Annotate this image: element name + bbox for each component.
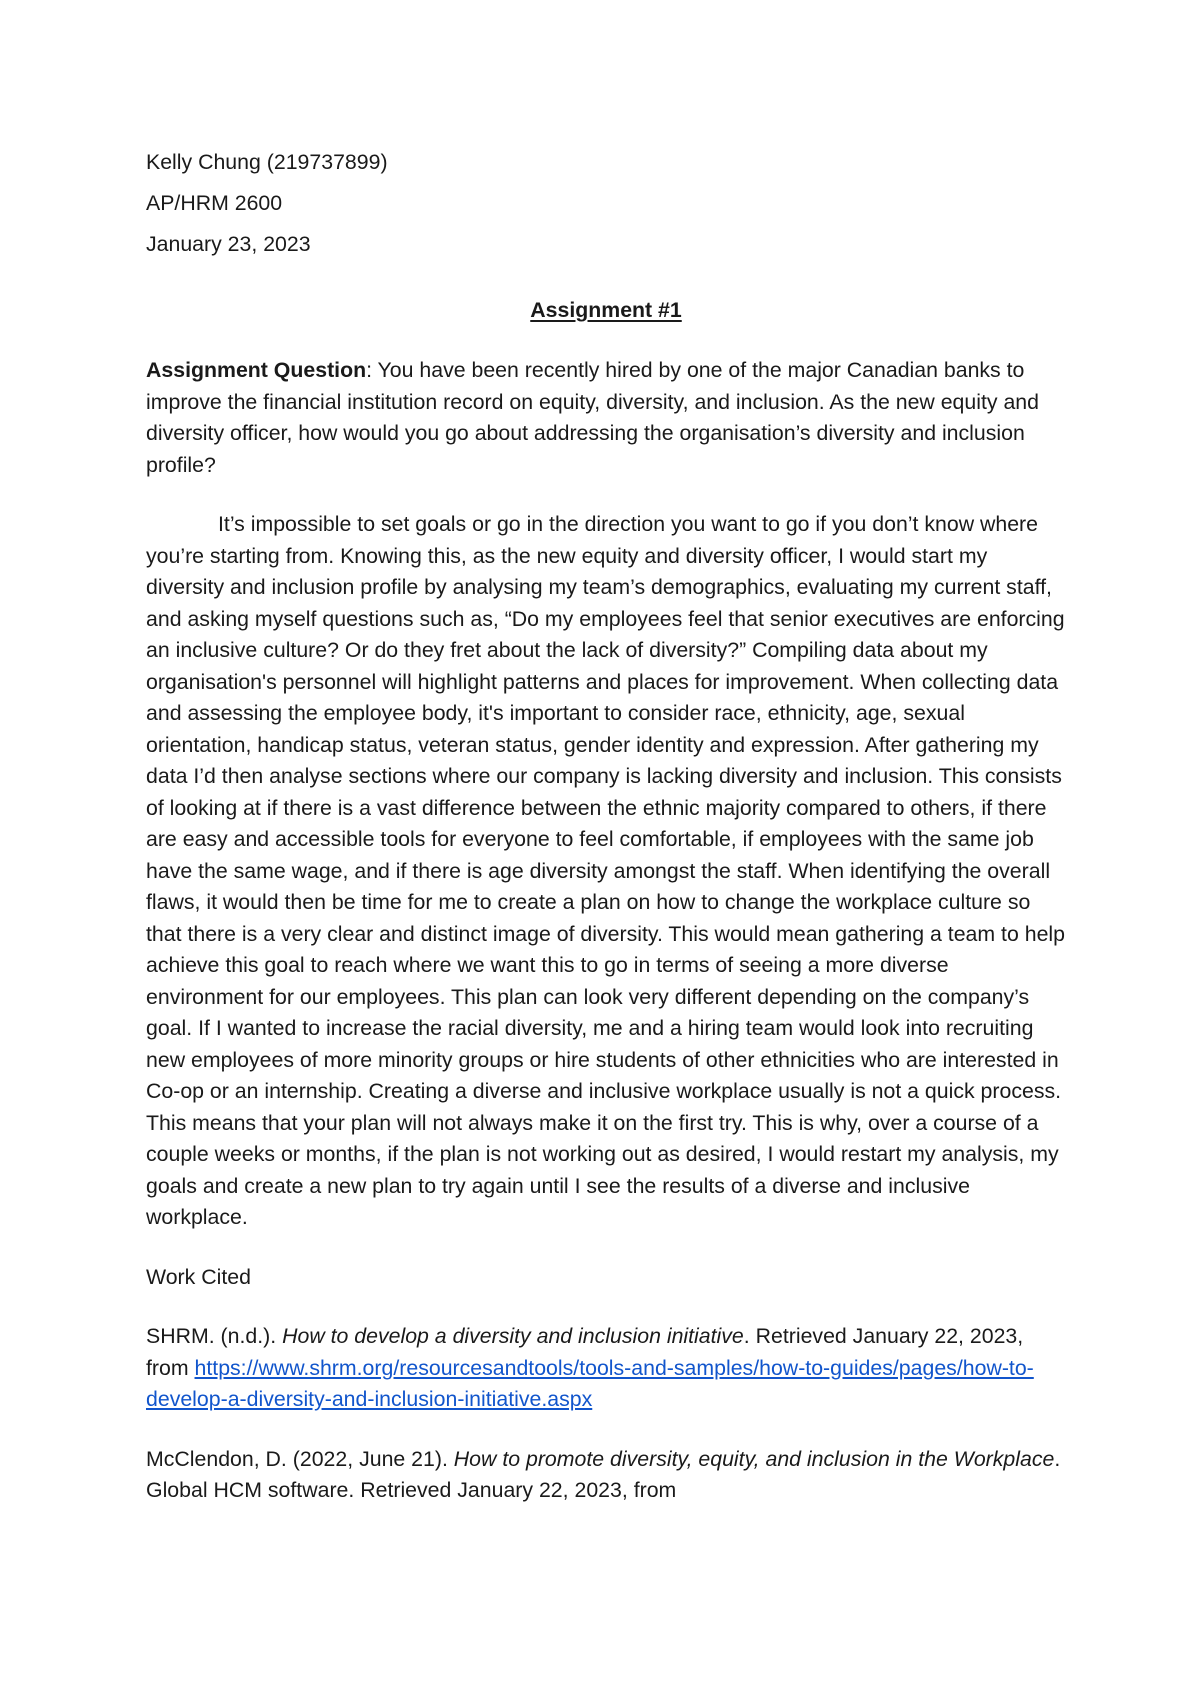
citation-title: How to promote diversity, equity, and inclusion in the Workplace bbox=[453, 1446, 1055, 1471]
citation-title: How to develop a diversity and inclusion initiative bbox=[282, 1324, 744, 1348]
citation-tail: . Retrieved January 22, 2023, from bbox=[146, 1324, 1024, 1380]
document-page bbox=[146, 142, 1066, 1507]
citation-lead: SHRM. (n.d.). bbox=[146, 1324, 283, 1348]
document-title: Assignment #1 bbox=[530, 298, 682, 322]
citation-mcclendon bbox=[146, 1444, 1066, 1507]
citation-link[interactable]: https://www.shrm.org/resourcesandtools/tools-and-samples/how-to-guides/pages/how-to-develop-a-diversity-and-inclusion-initiative.aspx bbox=[146, 1355, 1034, 1411]
question-label: Assignment Question bbox=[146, 358, 367, 382]
title-container bbox=[146, 293, 1066, 327]
citation-shrm bbox=[146, 1321, 1066, 1416]
question-text: : You have been recently hired by one of the major Canadian banks to improve the financial institution record on equity, diversity, and inclusion. As the new equity and diversity officer, how would you go about addressing the organisation’s diversity and inclusion profile? bbox=[146, 358, 1039, 477]
date-line: January 23, 2023 bbox=[146, 232, 311, 256]
citation-lead: McClendon, D. (2022, June 21). bbox=[146, 1446, 454, 1471]
works-cited-heading: Work Cited bbox=[146, 1264, 251, 1289]
citation-tail: . Global HCM software. Retrieved January 22, 2023, from bbox=[146, 1446, 1061, 1502]
author-line: Kelly Chung (219737899) bbox=[146, 150, 388, 174]
assignment-question bbox=[146, 355, 1066, 481]
course-line: AP/HRM 2600 bbox=[146, 191, 283, 215]
body-paragraph: It’s impossible to set goals or go in the direction you want to go if you don’t know where you’re starting from. Knowing this, as the new equity and diversity officer, I would start my diversity and inclusion profile by analysing my team’s demographics, evaluating my current staff, and asking myself questions such as, “Do my employees feel that senior executives are enforcing an inclusive culture? Or do they fret about the lack of diversity?” Compiling data about my organisation's personnel will highlight patterns and places for improvement. When collecting data and assessing the employee body, it's important to consider race, ethnicity, age, sexual orientation, handicap status, veteran status, gender identity and expression. After gathering my data I’d then analyse sections where our company is lacking diversity and inclusion. This consists of looking at if there is a vast difference between the ethnic majority compared to others, if there are easy and accessible tools for everyone to feel comfortable, if employees with the same job have the same wage, and if there is age diversity amongst the staff. When identifying the overall flaws, it would then be time for me to create a plan on how to change the workplace culture so that there is a very clear and distinct image of diversity. This would mean gathering a team to help achieve this goal to reach where we want this to go in terms of seeing a more diverse environment for our employees. This plan can look very different depending on the company’s goal. If I wanted to increase the racial diversity, me and a hiring team would look into recruiting new employees of more minority groups or hire students of other ethnicities who are interested in Co-op or an internship. Creating a diverse and inclusive workplace usually is not a quick process. This means that your plan will not always make it on the first try. This is why, over a course of a couple weeks or months, if the plan is not working out as desired, I would restart my analysis, my goals and create a new plan to try again until I see the results of a diverse and inclusive workplace. bbox=[146, 512, 1065, 1229]
